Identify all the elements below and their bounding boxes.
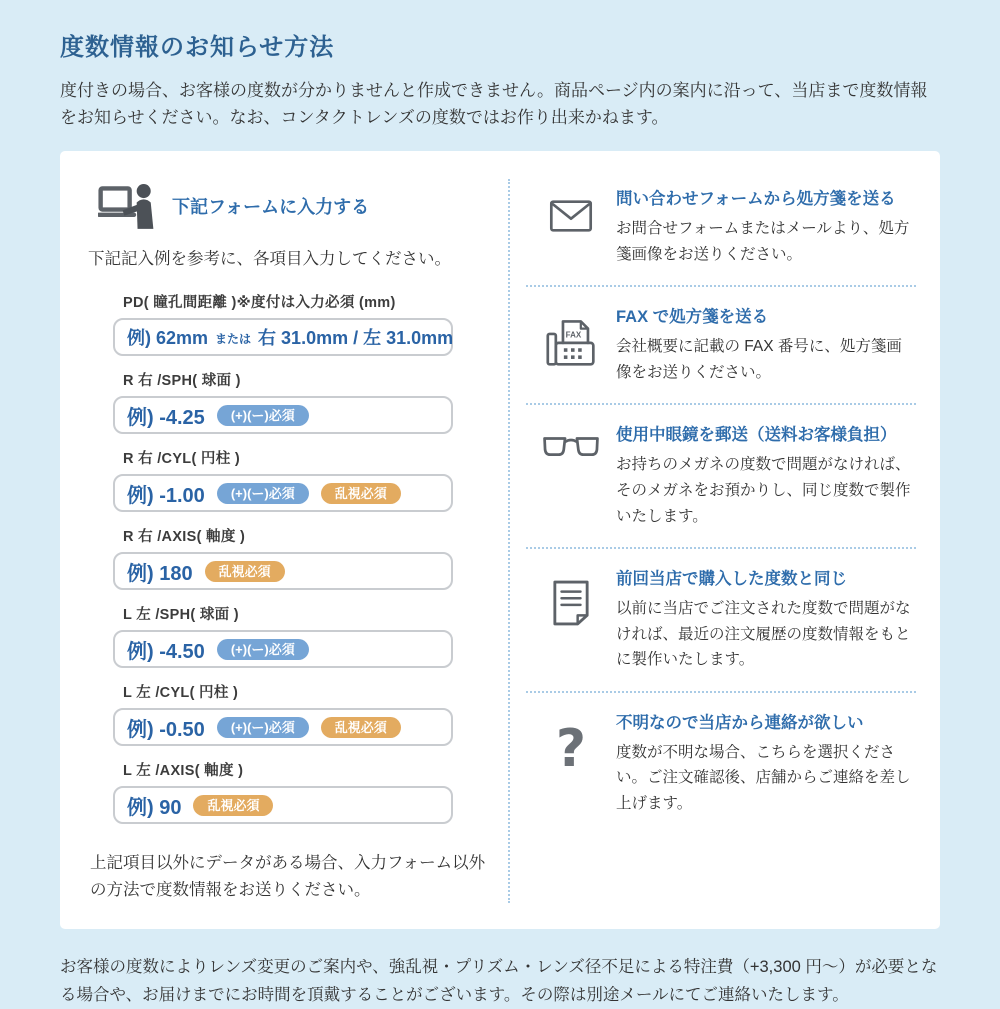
field-example-value: 例) -0.50	[127, 718, 205, 741]
form-method-title: 下記フォームに入力する	[172, 197, 370, 218]
method-body: 会社概要に記載の FAX 番号に、処方箋画像をお送りください。	[616, 338, 902, 381]
field-label: L 左 /CYL( 円柱 )	[123, 685, 239, 702]
method-title: 不明なので当店から連絡が欲しい	[616, 713, 864, 732]
field-group-l-cyl	[88, 681, 490, 746]
method-title: 問い合わせフォームから処方箋を送る	[616, 190, 896, 209]
badge-plus-minus-required: (+)(ー)必須	[217, 717, 309, 738]
field-label: R 右 /SPH( 球面 )	[123, 373, 241, 390]
field-example-box	[113, 630, 453, 668]
field-group-l-sph	[88, 603, 490, 668]
fax-icon	[526, 303, 616, 385]
form-example-column	[88, 179, 500, 903]
field-example-box	[113, 552, 453, 590]
field-group-l-axis	[88, 759, 490, 824]
method-text	[616, 185, 916, 267]
method-body: 度数が不明な場合、こちらを選択ください。ご注文確認後、店舗からご連絡を差し上げます。	[616, 743, 911, 812]
form-header	[98, 183, 490, 229]
field-group-r-axis	[88, 525, 490, 590]
field-example-value: 例) -1.00	[127, 484, 205, 507]
badge-astigmatism-required: 乱視必須	[321, 483, 401, 504]
glasses-icon	[526, 421, 616, 529]
envelope-icon	[526, 185, 616, 267]
prescription-methods-card	[60, 151, 940, 929]
field-example-joiner: または	[215, 332, 252, 347]
method-title: FAX で処方箋を送る	[616, 308, 769, 327]
method-previous-order	[526, 549, 916, 693]
method-body: 以前に当店でご注文された度数で問題がなければ、最近の注文履歴の度数情報をもとに製作いたします。	[616, 600, 911, 669]
method-title: 前回当店で購入した度数と同じ	[616, 570, 847, 589]
method-fax	[526, 287, 916, 405]
document-icon	[526, 565, 616, 673]
form-note: 上記項目以外にデータがある場合、入力フォーム以外の方法で度数情報をお送りください。	[90, 854, 486, 899]
badge-astigmatism-required: 乱視必須	[193, 795, 273, 816]
method-text	[616, 421, 916, 529]
field-example-box	[113, 396, 453, 434]
badge-astigmatism-required: 乱視必須	[321, 717, 401, 738]
badge-plus-minus-required: (+)(ー)必須	[217, 405, 309, 426]
intro-text: 度付きの場合、お客様の度数が分かりませんと作成できません。商品ページ内の案内に沿って、当店まで度数情報をお知らせください。なお、コンタクトレンズの度数ではお作り出来かねます。	[60, 80, 928, 127]
method-unknown-contact-me	[526, 693, 916, 835]
field-example-box	[113, 474, 453, 512]
page-title: 度数情報のお知らせ方法	[60, 34, 335, 61]
field-example-value-2: 右 31.0mm / 左 31.0mm	[258, 328, 454, 349]
field-group-r-sph	[88, 369, 490, 434]
method-title: 使用中眼鏡を郵送（送料お客様負担）	[616, 426, 897, 445]
method-contact-form	[526, 179, 916, 287]
field-label: R 右 /CYL( 円柱 )	[123, 451, 240, 468]
field-group-r-cyl	[88, 447, 490, 512]
badge-plus-minus-required: (+)(ー)必須	[217, 639, 309, 660]
alternative-methods-column	[508, 179, 916, 903]
field-example-box	[113, 708, 453, 746]
question-glyph: ?	[555, 718, 587, 779]
badge-plus-minus-required: (+)(ー)必須	[217, 483, 309, 504]
svg-text:FAX: FAX	[565, 330, 582, 340]
footer-note: お客様の度数によりレンズ変更のご案内や、強乱視・プリズム・レンズ径不足による特注費（+3,300 円～）が必要となる場合や、お届けまでにお時間を頂戴することがございます。その際は別途メールにてご連絡いたします。	[60, 957, 938, 1004]
field-example-value: 例) 180	[127, 562, 193, 585]
question-icon	[526, 709, 616, 817]
method-text	[616, 709, 916, 817]
field-label: L 左 /SPH( 球面 )	[123, 607, 239, 624]
field-group-pd	[88, 291, 490, 356]
field-label: PD( 瞳孔間距離 )※度付は入力必須 (mm)	[123, 295, 396, 312]
field-example-box-pd	[113, 318, 453, 356]
field-label: L 左 /AXIS( 軸度 )	[123, 763, 244, 780]
method-text	[616, 303, 916, 385]
method-mail-glasses	[526, 405, 916, 549]
method-body: お問合せフォームまたはメールより、処方箋画像をお送りください。	[616, 220, 910, 263]
person-at-laptop-icon	[98, 183, 156, 229]
method-body: お持ちのメガネの度数で問題がなければ、そのメガネをお預かりし、同じ度数で製作いたします。	[616, 456, 911, 525]
form-subtitle: 下記記入例を参考に、各項目入力してください。	[88, 250, 451, 269]
field-label: R 右 /AXIS( 軸度 )	[123, 529, 246, 546]
badge-astigmatism-required: 乱視必須	[205, 561, 285, 582]
field-example-value: 例) -4.25	[127, 406, 205, 429]
field-example-value: 例) 90	[127, 796, 182, 819]
field-example-box	[113, 786, 453, 824]
field-example-value: 例) -4.50	[127, 640, 205, 663]
field-example-value: 例) 62mm	[127, 328, 209, 349]
method-text	[616, 565, 916, 673]
